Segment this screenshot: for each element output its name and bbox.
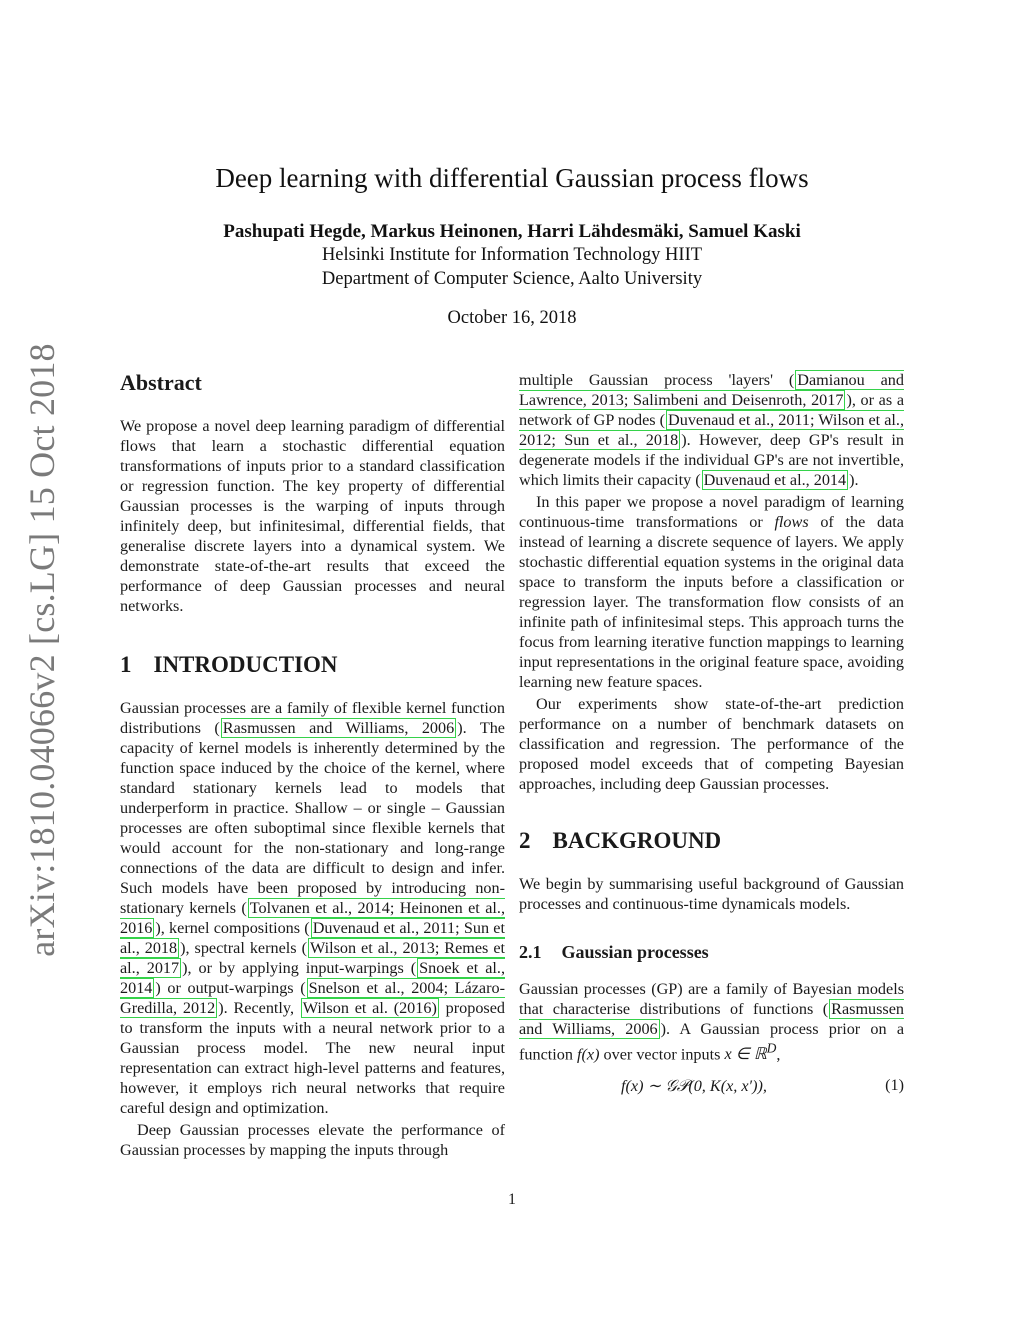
background-paragraph-1: We begin by summarising useful background of Gaussian processes and continuous-time dynamicals models. [519,875,904,913]
section-heading-introduction [120,652,505,678]
abstract-heading: Abstract [120,370,202,395]
arxiv-stamp [10,343,74,957]
subsection-title: Gaussian processes [561,942,709,962]
citation-link[interactable]: Duvenaud et al., 2011; Sun et al., 2018 [120,919,505,957]
section-number: 2 [519,828,531,853]
intro-paragraph-1: Gaussian processes are a family of flexible kernel function distributions ( Rasmussen and Williams, 2006 ). The capacity of kernel models is inherently determined by the function space induced by the choice of the kernel, where standard stationary kernels lead to models that underperform in practice. Shallow – or single – Gaussian processes are often suboptimal since flexible kernels that would account for the non-stationary and long-range connections of the data are difficult to design and infer. Such models have been proposed by introducing non-stationary kernels ( Tolvanen et al., 2014; Heinonen et al., 2016 ), kernel compositions ( Duvenaud et al., 2011; Sun et al., 2018 ), spectral kernels ( Wilson et al., 2013; Remes et al., 2017 ), or by applying input-warpings ( Snoek et al., 2014 ) or output-warpings ( Snelson et al., 2004; Lázaro-Gredilla, 2012 ). Recently, Wilson et al. (2016) proposed to transform the inputs with a neural network prior to a Gaussian process model. The new neural input representation can extract high-level patterns and features, however, it employs rich neural networks that require careful design and optimization. [120,699,505,1117]
emphasis-flows: flows [774,513,809,531]
intro-paragraph-4: Our experiments show state-of-the-art prediction performance on a number of benchmark datasets on classification and regression. The performance of the proposed model exceeds that of competing Bayesian approaches, including deep Gaussian processes. [519,695,904,793]
section-title: BACKGROUND [552,828,722,853]
intro-paragraph-2-continued: multiple Gaussian process 'layers' ( Damianou and Lawrence, 2013; Salimbeni and Deisenroth, 2017 ), or as a network of GP nodes ( Duvenaud et al., 2011; Wilson et al., 2012; Sun et al., 2018 ). However, deep GP's result in degenerate models if the individual GP's are not invertible, which limits their capacity ( Duvenaud et al., 2014 ). [519,371,905,489]
equation-1 [519,1076,904,1104]
section-title: INTRODUCTION [153,652,338,677]
citation-link[interactable]: Rasmussen and Williams, 2006 [519,1000,904,1038]
equation-number: (1) [885,1076,904,1095]
affiliation-2: Department of Computer Science, Aalto University [321,269,703,289]
math-fx: f(x) [577,1045,600,1064]
citation-link[interactable]: Snoek et al., 2014 [120,959,505,997]
author-list: Pashupati Hegde, Markus Heinonen, Harri Lähdesmäki, Samuel Kaski [223,221,801,242]
subsection-number: 2.1 [519,942,542,962]
math-x-in-rd: x ∈ ℝ$^D$ [724,1041,777,1064]
citation-link[interactable]: Damianou and Lawrence, 2013; Salimbeni and Deisenroth, 2017 [519,371,904,409]
affiliation-1: Helsinki Institute for Information Technology HIIT [321,245,703,265]
right-column [519,370,904,1104]
gp-paragraph-1: Gaussian processes (GP) are a family of Bayesian models that characterise distributions of functions ( Rasmussen and Williams, 2006 ). A Gaussian process prior on a function f(x) over vector inputs x ∈ ℝ$^D$, [519,980,904,1064]
page-number: 1 [508,1191,516,1208]
citation-link[interactable]: Snelson et al., 2004; Lázaro-Gredilla, 2012 [120,979,505,1017]
citation-link[interactable]: Duvenaud et al., 2014 [703,471,847,489]
citation-link[interactable]: Rasmussen and Williams, 2006 [222,719,455,737]
citation-link[interactable]: Duvenaud et al., 2011; Wilson et al., 2012; Sun et al., 2018 [519,411,904,449]
arxiv-id[interactable]: arXiv:1810.04066v2 [cs.LG] 15 Oct 2018 [22,343,63,957]
abstract-text: We propose a novel deep learning paradigm of differential flows that learn a stochastic differential equation transformations of inputs prior to a standard classification or regression function. The key property of differential Gaussian processes is the warping of inputs through infinitely deep, but infinitesimal, differential fields, that generalise discrete layers into a dynamical system. We demonstrate state-of-the-art results that exceed the performance of deep Gaussian processes and neural networks. [120,417,505,615]
citation-link[interactable]: Wilson et al., 2013; Remes et al., 2017 [120,939,505,977]
equation-expression: f(x) ∼ 𝒢𝒫(0, K(x, x′)), [621,1077,767,1096]
citation-link[interactable]: Wilson et al. (2016) [302,999,437,1017]
intro-paragraph-2: Deep Gaussian processes elevate the performance of Gaussian processes by mapping the inputs through [120,1121,505,1159]
section-number: 1 [120,652,132,677]
left-column [120,370,505,1160]
paper-date: October 16, 2018 [447,308,577,328]
section-heading-background [519,828,904,854]
citation-link[interactable]: Tolvanen et al., 2014; Heinonen et al., 2016 [120,899,505,937]
paper-title: Deep learning with differential Gaussian process flows [215,163,809,193]
intro-paragraph-3: In this paper we propose a novel paradigm of learning continuous-time transformations or flows of the data instead of learning a discrete sequence of layers. We apply stochastic differential equation systems in the original data space to transform the inputs before a classification or regression layer. The transformation flow consists of an infinite path of infinitesimal steps. This approach turns the focus from learning iterative function mappings to learning input representations in the original feature space, avoiding learning new feature spaces. [519,493,904,691]
subsection-heading-gaussian-processes [519,942,904,963]
